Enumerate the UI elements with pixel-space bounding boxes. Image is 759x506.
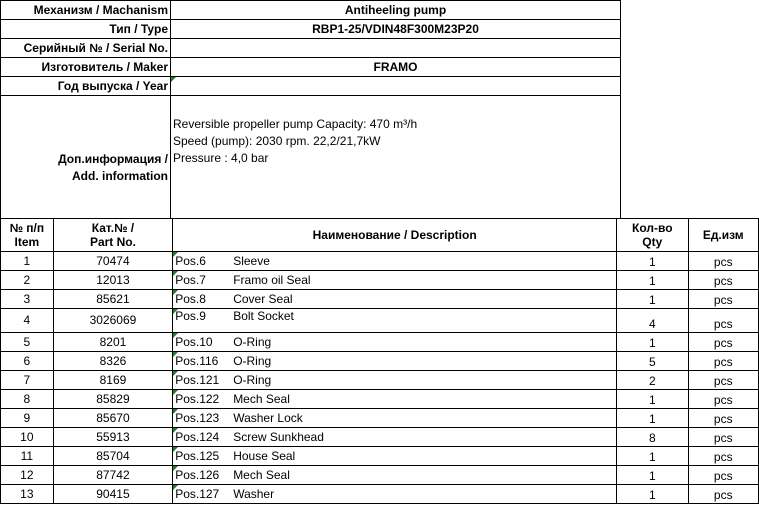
part-number-cell[interactable]: 85670 (53, 409, 172, 428)
position-number: Pos.122 (175, 391, 220, 406)
description-cell[interactable] (173, 333, 617, 352)
col-part-header-en: Part No. (89, 235, 136, 249)
qty-cell[interactable]: 1 (617, 485, 688, 504)
item-cell[interactable]: 3 (1, 290, 54, 309)
position-number: Pos.123 (175, 410, 220, 425)
col-qty-header-en: Qty (642, 235, 663, 249)
part-number-cell[interactable]: 8169 (53, 371, 172, 390)
item-cell[interactable]: 12 (1, 466, 54, 485)
table-row (1, 390, 759, 409)
part-number-cell[interactable]: 55913 (53, 428, 172, 447)
item-cell[interactable]: 5 (1, 333, 54, 352)
additional-info-row (1, 96, 621, 219)
item-cell[interactable]: 10 (1, 428, 54, 447)
item-cell[interactable]: 4 (1, 309, 54, 333)
col-part-header[interactable] (53, 219, 172, 252)
description-cell[interactable] (173, 390, 617, 409)
qty-cell[interactable]: 5 (617, 352, 688, 371)
position-number: Pos.125 (175, 448, 220, 463)
position-number: Pos.126 (175, 467, 220, 482)
table-row (1, 333, 759, 352)
info-line-pressure: Pressure : 4,0 bar (173, 151, 269, 165)
info-line-capacity: Reversible propeller pump Capacity: 470 m³/h (173, 117, 418, 131)
col-item-header-ru: № п/п (9, 221, 45, 235)
col-description-header[interactable]: Наименование / Description (173, 219, 617, 252)
position-number: Pos.116 (175, 353, 219, 368)
serial-label[interactable]: Серийный № / Serial No. (1, 39, 171, 58)
qty-cell[interactable]: 1 (617, 252, 688, 271)
col-qty-header[interactable] (617, 219, 688, 252)
equipment-info-table (0, 0, 621, 219)
part-description: Washer (233, 486, 275, 501)
year-row (1, 77, 621, 96)
description-cell[interactable] (173, 371, 617, 390)
unit-cell[interactable]: pcs (688, 309, 758, 333)
additional-info-label[interactable] (1, 96, 171, 219)
unit-cell[interactable]: pcs (688, 390, 758, 409)
unit-cell[interactable]: pcs (688, 466, 758, 485)
parts-table-body (1, 252, 759, 504)
position-number: Pos.121 (175, 372, 220, 387)
part-number-cell[interactable]: 3026069 (53, 309, 172, 333)
table-row (1, 371, 759, 390)
description-cell[interactable] (173, 309, 617, 333)
table-row (1, 309, 759, 333)
qty-cell[interactable]: 1 (617, 271, 688, 290)
unit-cell[interactable]: pcs (688, 428, 758, 447)
additional-info-value[interactable] (171, 96, 621, 219)
part-description: O-Ring (233, 353, 272, 368)
unit-cell[interactable]: pcs (688, 252, 758, 271)
position-number: Pos.8 (175, 291, 206, 306)
type-label[interactable]: Тип / Type (1, 20, 171, 39)
description-cell[interactable] (173, 447, 617, 466)
table-row (1, 271, 759, 290)
parts-table (0, 218, 759, 504)
position-number: Pos.6 (175, 253, 206, 268)
additional-info-label-en: Add. information (72, 169, 168, 183)
info-line-speed: Speed (pump): 2030 rpm. 22,2/21,7kW (173, 134, 381, 148)
unit-cell[interactable]: pcs (688, 485, 758, 504)
unit-cell[interactable]: pcs (688, 290, 758, 309)
qty-cell[interactable]: 1 (617, 390, 688, 409)
table-row (1, 428, 759, 447)
mechanism-row (1, 1, 621, 20)
part-description: Mech Seal (233, 467, 290, 482)
position-number: Pos.124 (175, 429, 220, 444)
part-number-cell[interactable]: 85829 (53, 390, 172, 409)
part-description: Washer Lock (233, 410, 303, 425)
unit-cell[interactable]: pcs (688, 333, 758, 352)
part-number-cell[interactable]: 90415 (53, 485, 172, 504)
qty-cell[interactable]: 8 (617, 428, 688, 447)
serial-value[interactable] (171, 39, 621, 58)
parts-header-row (1, 219, 759, 252)
position-number: Pos.10 (175, 334, 213, 349)
part-number-cell[interactable]: 85704 (53, 447, 172, 466)
year-label[interactable]: Год выпуска / Year (1, 77, 171, 96)
item-cell[interactable]: 7 (1, 371, 54, 390)
part-number-cell[interactable]: 85621 (53, 290, 172, 309)
year-value[interactable] (171, 77, 621, 96)
unit-cell[interactable]: pcs (688, 409, 758, 428)
col-item-header[interactable] (1, 219, 54, 252)
item-cell[interactable]: 6 (1, 352, 54, 371)
part-description: Cover Seal (233, 291, 293, 306)
col-item-header-en: Item (14, 235, 40, 249)
item-cell[interactable]: 2 (1, 271, 54, 290)
part-number-cell[interactable]: 8326 (53, 352, 172, 371)
mechanism-value[interactable]: Antiheeling pump (171, 1, 621, 20)
item-cell[interactable]: 9 (1, 409, 54, 428)
maker-value[interactable]: FRAMO (171, 58, 621, 77)
qty-cell[interactable]: 1 (617, 290, 688, 309)
part-description: Framo oil Seal (233, 272, 311, 287)
qty-cell[interactable]: 2 (617, 371, 688, 390)
part-description: O-Ring (233, 334, 272, 349)
serial-row (1, 39, 621, 58)
part-description: O-Ring (233, 372, 272, 387)
item-cell[interactable]: 13 (1, 485, 54, 504)
part-description: Sleeve (233, 253, 270, 268)
table-row (1, 466, 759, 485)
col-unit-header[interactable]: Ед.изм (688, 219, 758, 252)
maker-row (1, 58, 621, 77)
part-description: Screw Sunkhead (233, 429, 324, 444)
position-number: Pos.9 (175, 309, 206, 323)
table-row (1, 352, 759, 371)
maker-label[interactable]: Изготовитель / Maker (1, 58, 171, 77)
description-cell[interactable] (173, 485, 617, 504)
table-row (1, 409, 759, 428)
qty-cell[interactable]: 1 (617, 333, 688, 352)
unit-cell[interactable]: pcs (688, 371, 758, 390)
mechanism-label[interactable]: Механизм / Machanism (1, 1, 171, 20)
part-number-cell[interactable]: 12013 (53, 271, 172, 290)
additional-info-label-ru: Доп.информация / (58, 152, 168, 166)
part-number-cell[interactable]: 70474 (53, 252, 172, 271)
table-row (1, 252, 759, 271)
type-value[interactable]: RBP1-25/VDIN48F300M23P20 (171, 20, 621, 39)
part-number-cell[interactable]: 87742 (53, 466, 172, 485)
description-cell[interactable] (173, 352, 617, 371)
item-cell[interactable]: 1 (1, 252, 54, 271)
table-row (1, 290, 759, 309)
part-description: Mech Seal (233, 391, 290, 406)
col-qty-header-ru: Кол-во (632, 221, 673, 235)
part-description: House Seal (233, 448, 296, 463)
qty-cell[interactable]: 1 (617, 409, 688, 428)
item-cell[interactable]: 11 (1, 447, 54, 466)
col-part-header-ru: Кат.№ / (91, 221, 135, 235)
item-cell[interactable]: 8 (1, 390, 54, 409)
unit-cell[interactable]: pcs (688, 447, 758, 466)
table-row (1, 485, 759, 504)
table-row (1, 447, 759, 466)
unit-cell[interactable]: pcs (688, 352, 758, 371)
part-description: Bolt Socket (233, 309, 294, 323)
qty-cell[interactable]: 4 (617, 309, 688, 333)
part-number-cell[interactable]: 8201 (53, 333, 172, 352)
position-number: Pos.7 (175, 272, 206, 287)
qty-cell[interactable]: 1 (617, 466, 688, 485)
type-row (1, 20, 621, 39)
unit-cell[interactable]: pcs (688, 271, 758, 290)
qty-cell[interactable]: 1 (617, 447, 688, 466)
description-cell[interactable] (173, 409, 617, 428)
description-cell[interactable] (173, 428, 617, 447)
description-cell[interactable] (173, 252, 617, 271)
description-cell[interactable] (173, 290, 617, 309)
description-cell[interactable] (173, 271, 617, 290)
position-number: Pos.127 (175, 486, 220, 501)
description-cell[interactable] (173, 466, 617, 485)
